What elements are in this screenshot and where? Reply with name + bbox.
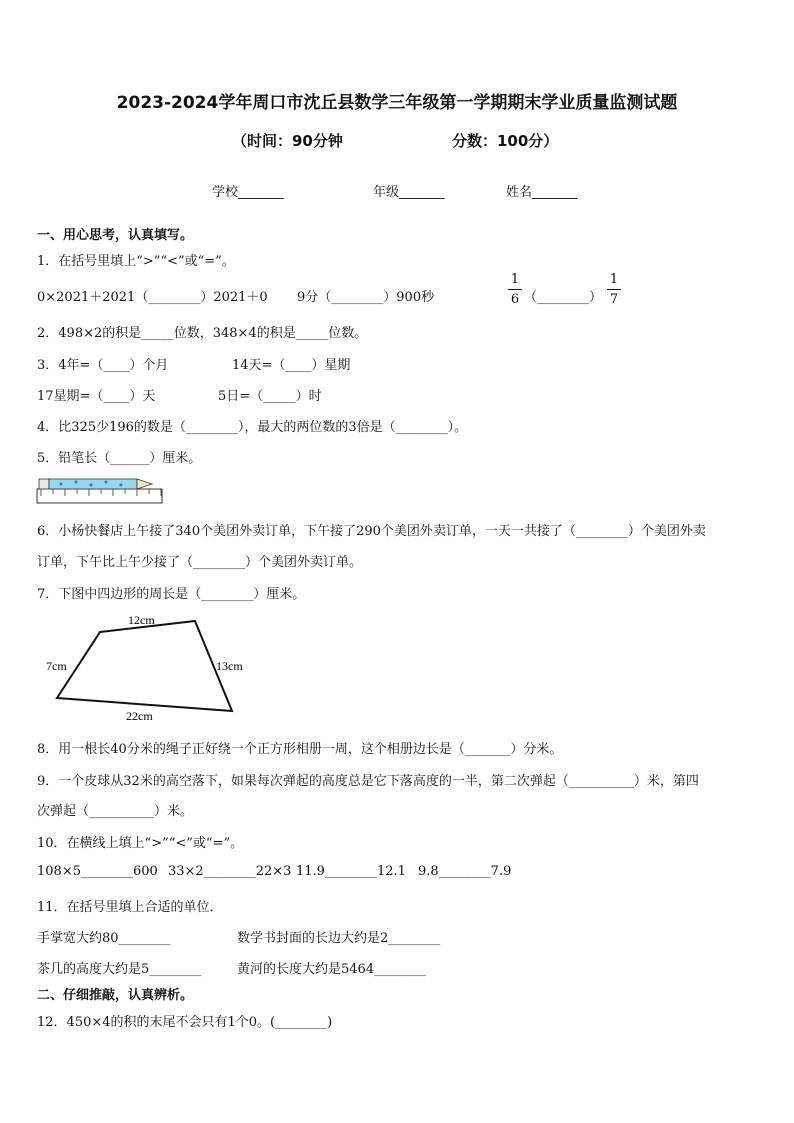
q11-text: 11．在括号里填上合适的单位． — [37, 900, 223, 915]
pencil-ruler-image — [36, 476, 164, 506]
fraction-one-seventh — [607, 272, 621, 307]
q5-text: 5．铅笔长（______）厘米。 — [37, 451, 202, 466]
q7-text: 7．下图中四边形的周长是（________）厘米。 — [37, 587, 306, 602]
q10a-text: 108×5________600 — [37, 864, 158, 879]
school-field: 学校_______ — [212, 185, 284, 200]
q2-text: 2．498×2的积是_____位数，348×4的积是_____位数。 — [37, 326, 368, 341]
section1-heading: 一、用心思考，认真填写。 — [37, 228, 194, 243]
q6a-text: 6．小杨快餐店上午接了340个美团外卖订单，下午接了290个美团外卖订单，一天一共接了（________）个美团外卖 — [37, 524, 706, 539]
q1b-text: 9分（________）900秒 — [297, 290, 435, 305]
q11b-text: 数学书封面的长边大约是2________ — [237, 931, 441, 946]
fraction-numerator: 1 — [609, 272, 619, 287]
q11d-text: 黄河的长度大约是5464________ — [237, 962, 427, 977]
quadrilateral-shape — [57, 621, 232, 711]
side-left-label: 7cm — [46, 659, 67, 673]
ruler — [37, 489, 162, 503]
fraction-bar — [607, 289, 621, 290]
side-right-label: 13cm — [216, 659, 243, 673]
fraction-numerator: 1 — [510, 272, 520, 287]
side-top-label: 12cm — [128, 613, 155, 627]
q6b-text: 订单，下午比上午少接了（________）个美团外卖订单。 — [37, 555, 363, 570]
q3a-text: 3．4年=（____）个月 — [37, 358, 169, 373]
pencil-tip — [137, 479, 152, 489]
q8-text: 8．用一根长40分米的绳子正好绕一个正方形相册一周，这个相册边长是（_______）分米。 — [37, 742, 563, 757]
section2-heading: 二、仔细推敲，认真辨析。 — [37, 988, 194, 1003]
page-title: 2023-2024学年周口市沈丘县数学三年级第一学期期末学业质量监测试题 — [116, 93, 678, 113]
exam-time: （时间：90分钟 — [232, 132, 343, 150]
q3b-text: 14天=（____）星期 — [232, 358, 351, 373]
q12-text: 12．450×4的积的末尾不会只有1个0。(________) — [37, 1015, 333, 1030]
q10b-text: 33×2________22×3 — [168, 864, 292, 879]
fraction-one-sixth — [508, 272, 522, 307]
q9a-text: 9．一个皮球从32米的高空落下，如果每次弹起的高度总是它下落高度的一半，第二次弹起（__________）米，第四 — [37, 774, 699, 789]
q1-text: 1．在括号里填上“>”“<”或“=”。 — [37, 254, 235, 269]
name-field: 姓名_______ — [506, 185, 578, 200]
q10d-text: 9.8________7.9 — [418, 864, 512, 879]
fraction-denominator: 6 — [510, 292, 520, 307]
q1c-blank: （________） — [524, 290, 603, 305]
q3d-text: 5日=（_____）时 — [218, 389, 322, 404]
q9b-text: 次弹起（__________）米。 — [37, 804, 194, 819]
q3c-text: 17星期=（____）天 — [37, 389, 156, 404]
exam-score: 分数：100分） — [452, 132, 559, 150]
fraction-denominator: 7 — [609, 292, 619, 307]
quadrilateral-figure — [40, 608, 270, 726]
q10c-text: 11.9________12.1 — [296, 864, 406, 879]
q1a-text: 0×2021＋2021（________）2021＋0 — [37, 290, 268, 305]
q10-text: 10．在横线上填上“>”“<”或“=”。 — [37, 836, 244, 851]
fraction-bar — [508, 289, 522, 290]
q11c-text: 茶几的高度大约是5________ — [37, 962, 202, 977]
pencil-eraser — [39, 479, 49, 489]
q4-text: 4．比325少196的数是（________），最大的两位数的3倍是（________）。 — [37, 420, 468, 435]
grade-field: 年级_______ — [373, 185, 445, 200]
q11a-text: 手掌宽大约80________ — [37, 931, 171, 946]
side-bottom-label: 22cm — [126, 709, 153, 723]
